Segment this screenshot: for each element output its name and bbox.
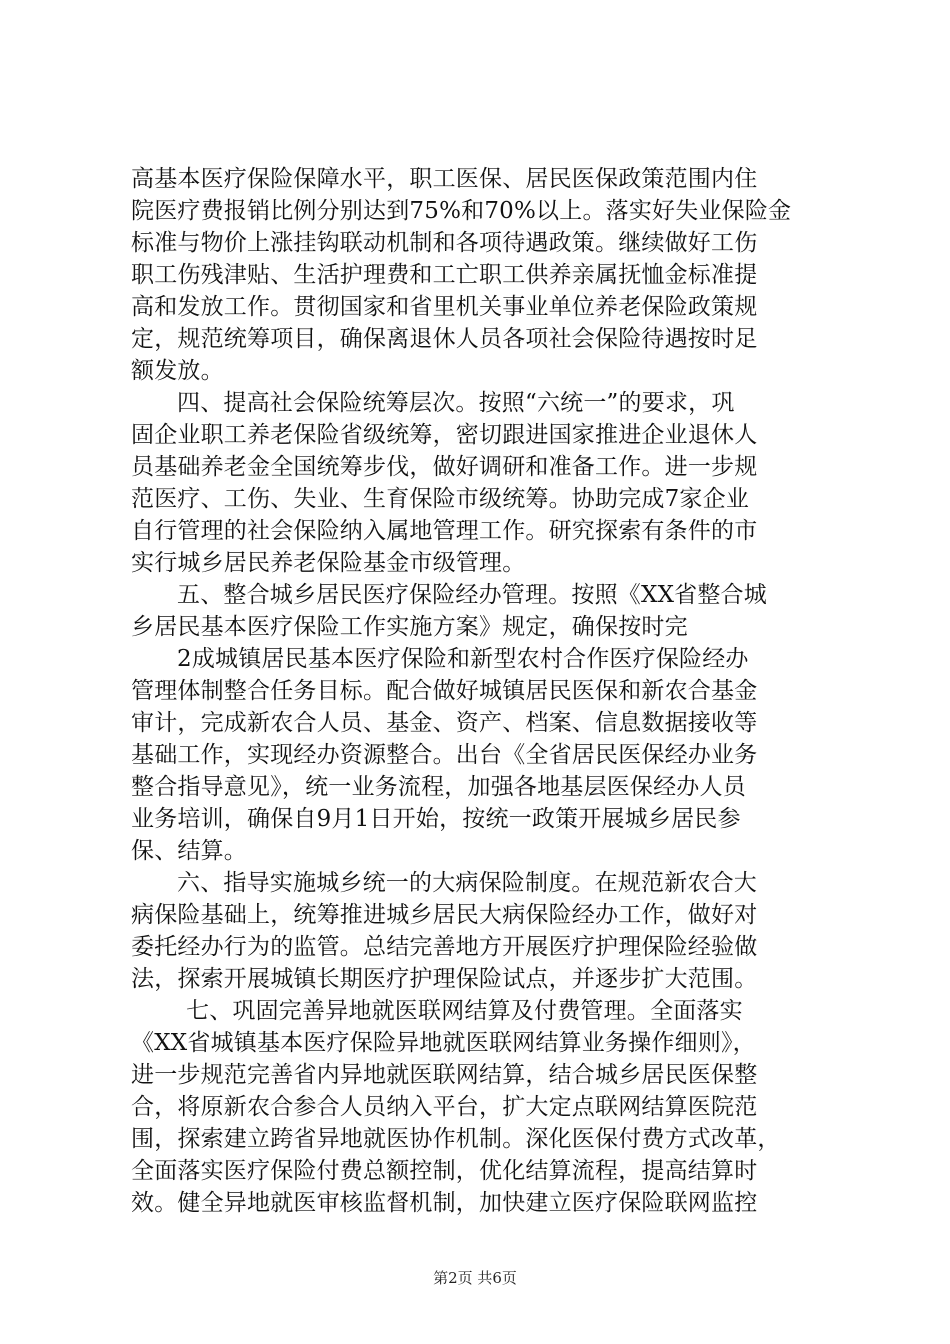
text-line: 定，规范统筹项目，确保离退休人员各项社会保险待遇按时足 xyxy=(131,326,758,352)
page-footer xyxy=(0,1268,950,1288)
text-line: 乡居民基本医疗保险工作实施方案》规定，确保按时完 xyxy=(131,614,688,640)
text-line: 整合指导意见》，统一业务流程，加强各地基层医保经办人员 xyxy=(131,774,746,800)
section-heading-line: 五、整合城乡居民医疗保险经办管理。按照《XX省整合城 xyxy=(177,582,767,608)
text-line: 实行城乡居民养老保险基金市级管理。 xyxy=(131,550,526,576)
text-line: 业务培训，确保自9月1日开始，按统一政策开展城乡居民参 xyxy=(131,806,741,832)
section-heading-line: 六、指导实施城乡统一的大病保险制度。在规范新农合大 xyxy=(177,870,757,896)
text-line: 合，将原新农合参合人员纳入平台，扩大定点联网结算医院范 xyxy=(131,1094,758,1120)
text-line: 固企业职工养老保险省级统筹，密切跟进国家推进企业退休人 xyxy=(131,422,758,448)
text-line: 管理体制整合任务目标。配合做好城镇居民医保和新农合基金 xyxy=(131,678,758,704)
text-line: 审计，完成新农合人员、基金、资产、档案、信息数据接收等 xyxy=(131,710,758,736)
page-number: 第2页 共6页 xyxy=(433,1269,517,1287)
text-line: 效。健全异地就医审核监督机制，加快建立医疗保险联网监控 xyxy=(131,1190,758,1216)
text-line: 员基础养老金全国统筹步伐，做好调研和准备工作。进一步规 xyxy=(131,454,758,480)
text-line: 全面落实医疗保险付费总额控制，优化结算流程，提高结算时 xyxy=(131,1158,758,1184)
text-line: 《XX省城镇基本医疗保险异地就医联网结算业务操作细则》， xyxy=(131,1030,756,1056)
text-line: 院医疗费报销比例分别达到75%和70%以上。落实好失业保险金 xyxy=(131,198,792,224)
section-heading-line: 四、提高社会保险统筹层次。按照“六统一”的要求，巩 xyxy=(177,390,735,416)
text-line: 职工伤残津贴、生活护理费和工亡职工供养亲属抚恤金标准提 xyxy=(131,262,758,288)
text-line: 基础工作，实现经办资源整合。出台《全省居民医保经办业务 xyxy=(131,742,758,768)
text-line: 额发放。 xyxy=(131,358,224,384)
text-line: 范医疗、工伤、失业、生育保险市级统筹。协助完成7家企业 xyxy=(131,486,750,512)
text-line: 病保险基础上，统筹推进城乡居民大病保险经办工作，做好对 xyxy=(131,902,758,928)
text-line: 委托经办行为的监管。总结完善地方开展医疗护理保险经验做 xyxy=(131,934,758,960)
text-line: 围，探索建立跨省异地就医协作机制。深化医保付费方式改革， xyxy=(131,1126,781,1152)
section-heading-line: 七、巩固完善异地就医联网结算及付费管理。全面落实 xyxy=(186,998,743,1024)
text-line: 高和发放工作。贯彻国家和省里机关事业单位养老保险政策规 xyxy=(131,294,758,320)
text-line: 2成城镇居民基本医疗保险和新型农村合作医疗保险经办 xyxy=(177,646,749,672)
text-line: 进一步规范完善省内异地就医联网结算，结合城乡居民医保整 xyxy=(131,1062,758,1088)
text-line: 法，探索开展城镇长期医疗护理保险试点，并逐步扩大范围。 xyxy=(131,966,758,992)
document-body xyxy=(131,163,826,1219)
text-line: 自行管理的社会保险纳入属地管理工作。研究探索有条件的市 xyxy=(131,518,758,544)
text-line: 保、结算。 xyxy=(131,838,247,864)
text-line: 高基本医疗保险保障水平，职工医保、居民医保政策范围内住 xyxy=(131,166,758,192)
text-line: 标准与物价上涨挂钩联动机制和各项待遇政策。继续做好工伤 xyxy=(131,230,758,256)
